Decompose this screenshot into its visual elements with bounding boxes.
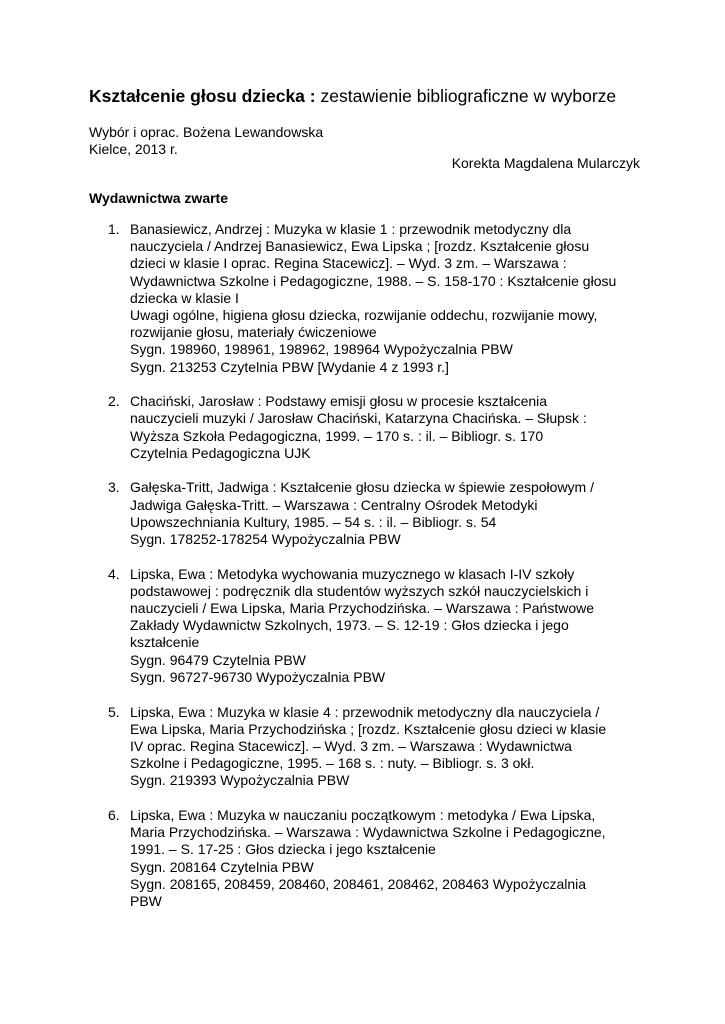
entry-number: 2. xyxy=(108,393,120,410)
entry-spacer xyxy=(0,548,725,566)
entry-line: dziecka w klasie I xyxy=(130,289,239,306)
bibliography-entry xyxy=(0,704,725,790)
entry-line: Sygn. 96727-96730 Wypożyczalnia PBW xyxy=(130,668,386,685)
entry-line: dzieci w klasie I oprac. Regina Stacewicz]. – Wyd. 3 zm. – Warszawa : xyxy=(130,255,567,272)
entry-text xyxy=(130,566,725,686)
entry-number: 5. xyxy=(108,703,120,720)
entry-line: Sygn. 96479 Czytelnia PBW xyxy=(130,651,306,668)
entry-line: Ewa Lipska, Maria Przychodzińska ; [rozdz. Kształcenie głosu dzieci w klasie xyxy=(130,720,607,737)
entry-text xyxy=(130,704,725,790)
entry-line: Lipska, Ewa : Metodyka wychowania muzycznego w klasach I-IV szkoły xyxy=(130,565,575,582)
title-main: Kształcenie głosu dziecka : xyxy=(89,86,316,106)
entry-line: nauczycieli / Ewa Lipska, Maria Przychodzińska. – Warszawa : Państwowe xyxy=(130,600,594,617)
bibliography-list xyxy=(0,221,725,910)
entry-line: Lipska, Ewa : Muzyka w klasie 4 : przewodnik metodyczny dla nauczyciela / xyxy=(130,703,600,720)
entry-line: nauczycieli muzyki / Jarosław Chaciński, Katarzyna Chacińska. – Słupsk : xyxy=(130,410,587,427)
entry-line: IV oprac. Regina Stacewicz]. – Wyd. 3 zm. – Warszawa : Wydawnictwa xyxy=(130,737,572,754)
bibliography-entry xyxy=(0,393,725,462)
entry-number: 4. xyxy=(108,565,120,582)
compiler-line: Wybór i oprac. Bożena Lewandowska xyxy=(89,124,324,140)
entry-line: PBW xyxy=(130,892,162,909)
entry-line: kształcenie xyxy=(130,634,200,651)
entry-line: Sygn. 208164 Czytelnia PBW xyxy=(130,858,314,875)
bibliography-entry xyxy=(0,221,725,376)
bibliography-entry xyxy=(0,566,725,686)
entry-line: Zakłady Wydawnictw Szkolnych, 1973. – S. 12-19 : Głos dziecka i jego xyxy=(130,617,569,634)
entry-line: Sygn. 208165, 208459, 208460, 208461, 208462, 208463 Wypożyczalnia xyxy=(130,875,587,892)
entry-spacer xyxy=(0,686,725,704)
entry-line: Upowszechniania Kultury, 1985. – 54 s. : il. – Bibliogr. s. 54 xyxy=(130,513,497,530)
entry-line: Lipska, Ewa : Muzyka w nauczaniu początkowym : metodyka / Ewa Lipska, xyxy=(130,806,596,823)
entry-text xyxy=(130,221,725,376)
title-subtitle: zestawienie bibliograficzne w wyborze xyxy=(315,86,617,106)
entry-line: Sygn. 178252-178254 Wypożyczalnia PBW xyxy=(130,531,401,547)
entry-text xyxy=(130,807,725,910)
entry-text xyxy=(130,393,725,462)
entry-line: Banasiewicz, Andrzej : Muzyka w klasie 1 : przewodnik metodyczny dla xyxy=(130,221,572,237)
entry-text xyxy=(130,479,725,548)
entry-number: 1. xyxy=(108,221,120,237)
entry-line: Uwagi ogólne, higiena głosu dziecka, rozwijanie oddechu, rozwijanie mowy, xyxy=(130,306,598,323)
entry-line: Gałęska-Tritt, Jadwiga : Kształcenie głosu dziecka w śpiewie zespołowym / xyxy=(130,479,595,496)
entry-line: nauczyciela / Andrzej Banasiewicz, Ewa Lipska ; [rozdz. Kształcenie głosu xyxy=(130,238,590,255)
entry-line: Wydawnictwa Szkolne i Pedagogiczne, 1988. – S. 158-170 : Kształcenie głosu xyxy=(130,272,617,289)
entry-number: 6. xyxy=(108,806,120,823)
entry-spacer xyxy=(0,789,725,807)
entry-number: 3. xyxy=(108,479,120,496)
entry-line: Szkolne i Pedagogiczne, 1995. – 168 s. : nuty. – Bibliogr. s. 3 okł. xyxy=(130,755,535,772)
entry-line: Wyższa Szkoła Pedagogiczna, 1999. – 170 s. : il. – Bibliogr. s. 170 xyxy=(130,427,544,444)
proofread-line: Korekta Magdalena Mularczyk xyxy=(451,155,640,171)
entry-line: Maria Przychodzińska. – Warszawa : Wydawnictwa Szkolne i Pedagogiczne, xyxy=(130,824,606,841)
entry-line: rozwijanie głosu, materiały ćwiczeniowe xyxy=(130,324,377,341)
entry-line: Jadwiga Gałęska-Tritt. – Warszawa : Centralny Ośrodek Metodyki xyxy=(130,496,538,513)
entry-line: 1991. – S. 17-25 : Głos dziecka i jego kształcenie xyxy=(130,841,436,858)
entry-spacer xyxy=(0,462,725,480)
entry-line: Sygn. 213253 Czytelnia PBW [Wydanie 4 z 1993 r.] xyxy=(130,358,449,375)
bibliography-entry xyxy=(0,807,725,910)
document-title xyxy=(89,84,616,108)
entry-line: podstawowej : podręcznik dla studentów wyższych szkół nauczycielskich i xyxy=(130,582,589,599)
entry-line: Chaciński, Jarosław : Podstawy emisji głosu w procesie kształcenia xyxy=(130,393,548,410)
bibliography-entry xyxy=(0,479,725,548)
section-heading: Wydawnictwa zwarte xyxy=(89,190,229,206)
place-date-line: Kielce, 2013 r. xyxy=(89,141,178,157)
entry-spacer xyxy=(0,376,725,394)
entry-line: Czytelnia Pedagogiczna UJK xyxy=(130,444,311,461)
entry-line: Sygn. 219393 Wypożyczalnia PBW xyxy=(130,772,350,789)
entry-line: Sygn. 198960, 198961, 198962, 198964 Wypożyczalnia PBW xyxy=(130,341,513,358)
